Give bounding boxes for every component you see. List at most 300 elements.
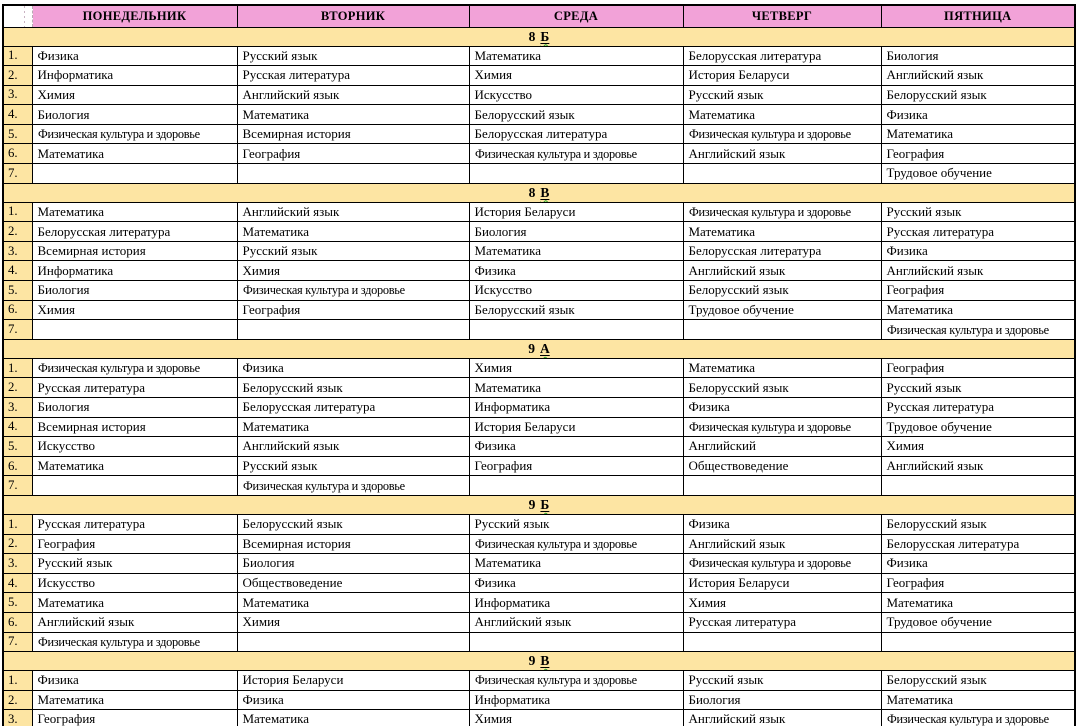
subject-text: Биология bbox=[886, 47, 939, 63]
lesson-row bbox=[3, 124, 1075, 144]
subject-cell bbox=[237, 593, 469, 613]
subject-text: Физическая культура и здоровье bbox=[242, 477, 405, 493]
lesson-row bbox=[3, 632, 1075, 652]
subject-cell bbox=[32, 261, 237, 281]
subject-cell bbox=[683, 241, 881, 261]
lesson-number: 1. bbox=[3, 46, 32, 66]
class-label bbox=[529, 185, 550, 200]
lesson-number: 3. bbox=[3, 398, 32, 418]
subject-cell bbox=[683, 710, 881, 726]
subject-cell bbox=[237, 476, 469, 496]
subject-cell bbox=[881, 417, 1075, 437]
subject-text: Английский язык bbox=[242, 203, 340, 219]
class-label bbox=[528, 341, 550, 356]
subject-text: Английский язык bbox=[886, 262, 984, 278]
subject-cell bbox=[237, 378, 469, 398]
subject-cell bbox=[683, 222, 881, 242]
subject-cell bbox=[32, 554, 237, 574]
subject-cell bbox=[683, 514, 881, 534]
subject-text: Трудовое обучение bbox=[886, 418, 992, 434]
subject-cell bbox=[881, 202, 1075, 222]
class-band-row bbox=[3, 339, 1075, 358]
subject-text: Трудовое обучение bbox=[886, 614, 992, 630]
subject-cell bbox=[469, 46, 683, 66]
subject-cell bbox=[237, 222, 469, 242]
subject-cell bbox=[683, 124, 881, 144]
subject-cell bbox=[237, 710, 469, 726]
class-letter: А bbox=[540, 340, 550, 356]
class-grade: 9 bbox=[528, 653, 536, 669]
subject-cell bbox=[237, 124, 469, 144]
subject-text: Физика bbox=[688, 399, 730, 415]
subject-text: Химия bbox=[37, 301, 76, 317]
subject-text: Белорусский язык bbox=[886, 516, 987, 532]
lesson-number: 2. bbox=[3, 222, 32, 242]
subject-text: Информатика bbox=[474, 594, 551, 610]
subject-text: Английский язык bbox=[688, 535, 786, 551]
subject-cell bbox=[32, 85, 237, 105]
subject-cell bbox=[683, 554, 881, 574]
subject-cell bbox=[237, 554, 469, 574]
subject-cell bbox=[32, 144, 237, 164]
subject-text: История Беларуси bbox=[242, 672, 344, 688]
subject-text: Русская литература bbox=[688, 614, 796, 630]
subject-text: Биология bbox=[688, 692, 741, 708]
subject-cell bbox=[237, 202, 469, 222]
subject-text: Искусство bbox=[37, 438, 96, 454]
subject-text: Математика bbox=[37, 203, 105, 219]
subject-text: География bbox=[242, 145, 301, 161]
subject-text: История Беларуси bbox=[688, 67, 790, 83]
subject-cell bbox=[469, 320, 683, 340]
subject-text: Математика bbox=[37, 594, 105, 610]
lesson-number: 3. bbox=[3, 241, 32, 261]
lesson-number: 6. bbox=[3, 300, 32, 320]
subject-text: Химия bbox=[688, 594, 727, 610]
lesson-row bbox=[3, 593, 1075, 613]
subject-cell bbox=[237, 66, 469, 86]
lesson-number: 1. bbox=[3, 514, 32, 534]
lesson-row bbox=[3, 612, 1075, 632]
subject-cell bbox=[683, 46, 881, 66]
subject-text: Трудовое обучение bbox=[886, 165, 992, 181]
subject-cell bbox=[881, 456, 1075, 476]
subject-cell bbox=[683, 671, 881, 691]
subject-cell bbox=[32, 202, 237, 222]
subject-text: Физика bbox=[688, 516, 730, 532]
subject-cell bbox=[469, 66, 683, 86]
class-label bbox=[529, 497, 550, 512]
subject-cell bbox=[881, 534, 1075, 554]
subject-text: Физика bbox=[886, 243, 928, 259]
subject-text: Русская литература bbox=[37, 379, 145, 395]
subject-text: Математика bbox=[688, 223, 756, 239]
subject-text: Русский язык bbox=[242, 47, 318, 63]
lesson-row bbox=[3, 164, 1075, 184]
subject-cell bbox=[683, 378, 881, 398]
lesson-row bbox=[3, 476, 1075, 496]
lesson-number: 5. bbox=[3, 281, 32, 301]
subject-text: Всемирная история bbox=[37, 243, 146, 259]
subject-text: Физика bbox=[474, 262, 516, 278]
lesson-number: 6. bbox=[3, 612, 32, 632]
subject-cell bbox=[881, 632, 1075, 652]
subject-text: Математика bbox=[242, 711, 310, 726]
subject-text: Математика bbox=[242, 106, 310, 122]
subject-text: Химия bbox=[242, 614, 281, 630]
subject-text: Математика bbox=[37, 145, 105, 161]
lesson-number: 5. bbox=[3, 124, 32, 144]
class-band-cell bbox=[3, 27, 1075, 46]
subject-text: Русская литература bbox=[37, 516, 145, 532]
subject-text: Всемирная история bbox=[242, 126, 351, 142]
class-grade: 8 bbox=[528, 28, 536, 44]
subject-cell bbox=[32, 46, 237, 66]
subject-text: Информатика bbox=[474, 399, 551, 415]
subject-text: География bbox=[886, 575, 945, 591]
subject-cell bbox=[32, 358, 237, 378]
subject-cell bbox=[469, 690, 683, 710]
class-grade: 8 bbox=[528, 184, 536, 200]
subject-cell bbox=[469, 261, 683, 281]
subject-cell bbox=[469, 124, 683, 144]
subject-cell bbox=[32, 593, 237, 613]
subject-cell bbox=[881, 144, 1075, 164]
lesson-row bbox=[3, 378, 1075, 398]
lesson-number: 6. bbox=[3, 144, 32, 164]
lesson-row bbox=[3, 66, 1075, 86]
subject-text: Химия bbox=[474, 711, 513, 726]
class-letter-underline bbox=[540, 497, 549, 512]
subject-cell bbox=[237, 534, 469, 554]
subject-cell bbox=[881, 398, 1075, 418]
subject-cell bbox=[237, 437, 469, 457]
subject-text: Белорусский язык bbox=[886, 672, 987, 688]
subject-text: География bbox=[37, 711, 96, 726]
lesson-row bbox=[3, 358, 1075, 378]
subject-text: Русская литература bbox=[886, 223, 994, 239]
subject-cell bbox=[237, 573, 469, 593]
lesson-number: 7. bbox=[3, 476, 32, 496]
day-header-row bbox=[3, 5, 1075, 27]
subject-text: Математика bbox=[688, 106, 756, 122]
class-letter-underline bbox=[540, 653, 549, 668]
lesson-number: 2. bbox=[3, 66, 32, 86]
subject-text: Физика bbox=[242, 692, 284, 708]
subject-text: Физика bbox=[242, 360, 284, 376]
lesson-row bbox=[3, 222, 1075, 242]
subject-cell bbox=[683, 320, 881, 340]
subject-cell bbox=[469, 144, 683, 164]
subject-cell bbox=[881, 222, 1075, 242]
subject-cell bbox=[881, 46, 1075, 66]
subject-text: Английский язык bbox=[886, 67, 984, 83]
subject-cell bbox=[469, 593, 683, 613]
subject-cell bbox=[237, 612, 469, 632]
lesson-number: 3. bbox=[3, 554, 32, 574]
subject-text: Искусство bbox=[37, 575, 96, 591]
lesson-number: 2. bbox=[3, 690, 32, 710]
subject-cell bbox=[881, 85, 1075, 105]
day-header: ПОНЕДЕЛЬНИК bbox=[32, 5, 237, 27]
subject-cell bbox=[881, 671, 1075, 691]
subject-text: Английский язык bbox=[37, 614, 135, 630]
subject-cell bbox=[881, 690, 1075, 710]
subject-cell bbox=[32, 456, 237, 476]
class-label bbox=[529, 653, 550, 668]
subject-cell bbox=[683, 281, 881, 301]
subject-cell bbox=[237, 144, 469, 164]
subject-text: Русский язык bbox=[886, 379, 962, 395]
subject-cell bbox=[32, 534, 237, 554]
subject-text: Математика bbox=[37, 458, 105, 474]
subject-text: Белорусский язык bbox=[688, 282, 789, 298]
class-letter-underline bbox=[540, 185, 549, 200]
subject-cell bbox=[881, 320, 1075, 340]
subject-text: Биология bbox=[37, 399, 90, 415]
lesson-number: 1. bbox=[3, 358, 32, 378]
subject-cell bbox=[683, 300, 881, 320]
subject-text: Обществоведение bbox=[242, 575, 343, 591]
subject-text: Всемирная история bbox=[37, 418, 146, 434]
lesson-number: 7. bbox=[3, 632, 32, 652]
lesson-row bbox=[3, 241, 1075, 261]
subject-cell bbox=[469, 300, 683, 320]
subject-text: Всемирная история bbox=[242, 535, 351, 551]
subject-text: Белорусская литература bbox=[242, 399, 376, 415]
lesson-number: 3. bbox=[3, 85, 32, 105]
day-header: ПЯТНИЦА bbox=[881, 5, 1075, 27]
subject-text: Русский язык bbox=[886, 203, 962, 219]
subject-cell bbox=[469, 105, 683, 125]
subject-cell bbox=[237, 281, 469, 301]
subject-text: Русский язык bbox=[474, 516, 550, 532]
lesson-number: 4. bbox=[3, 573, 32, 593]
subject-text: Английский язык bbox=[474, 614, 572, 630]
day-header: ЧЕТВЕРГ bbox=[683, 5, 881, 27]
subject-cell bbox=[32, 437, 237, 457]
subject-text: Английский язык bbox=[688, 145, 786, 161]
subject-text: История Беларуси bbox=[474, 203, 576, 219]
class-label bbox=[529, 29, 550, 44]
subject-cell bbox=[32, 124, 237, 144]
subject-cell bbox=[237, 320, 469, 340]
subject-cell bbox=[683, 690, 881, 710]
subject-cell bbox=[881, 476, 1075, 496]
subject-text: География bbox=[886, 282, 945, 298]
subject-cell bbox=[683, 144, 881, 164]
lesson-number: 4. bbox=[3, 417, 32, 437]
lesson-number: 5. bbox=[3, 437, 32, 457]
class-band-cell bbox=[3, 339, 1075, 358]
subject-cell bbox=[237, 105, 469, 125]
subject-cell bbox=[32, 690, 237, 710]
subject-cell bbox=[469, 632, 683, 652]
subject-cell bbox=[32, 241, 237, 261]
lesson-row bbox=[3, 534, 1075, 554]
subject-text: Белорусская литература bbox=[37, 223, 171, 239]
subject-cell bbox=[881, 710, 1075, 726]
subject-cell bbox=[881, 514, 1075, 534]
subject-cell bbox=[683, 417, 881, 437]
subject-cell bbox=[469, 456, 683, 476]
subject-text: Химия bbox=[474, 67, 513, 83]
subject-cell bbox=[32, 281, 237, 301]
subject-cell bbox=[683, 593, 881, 613]
subject-text: Математика bbox=[37, 692, 105, 708]
subject-cell bbox=[237, 690, 469, 710]
lesson-number: 5. bbox=[3, 593, 32, 613]
subject-cell bbox=[469, 710, 683, 726]
subject-cell bbox=[469, 534, 683, 554]
subject-cell bbox=[683, 476, 881, 496]
subject-text: Математика bbox=[474, 379, 542, 395]
subject-text: Искусство bbox=[474, 282, 533, 298]
subject-text: Химия bbox=[474, 360, 513, 376]
subject-text: Математика bbox=[886, 594, 954, 610]
subject-text: Химия bbox=[37, 86, 76, 102]
subject-text: Физическая культура и здоровье bbox=[474, 535, 637, 551]
subject-cell bbox=[469, 85, 683, 105]
subject-text: Белорусский язык bbox=[474, 106, 575, 122]
subject-text: Обществоведение bbox=[688, 458, 789, 474]
lesson-number: 6. bbox=[3, 456, 32, 476]
subject-text: География bbox=[886, 145, 945, 161]
lesson-number: 7. bbox=[3, 164, 32, 184]
subject-text: Английский bbox=[688, 438, 756, 454]
subject-text: География bbox=[886, 360, 945, 376]
lesson-number: 7. bbox=[3, 320, 32, 340]
subject-cell bbox=[683, 105, 881, 125]
subject-cell bbox=[469, 573, 683, 593]
subject-cell bbox=[32, 573, 237, 593]
subject-cell bbox=[32, 671, 237, 691]
subject-cell bbox=[469, 398, 683, 418]
subject-cell bbox=[32, 300, 237, 320]
lesson-number: 1. bbox=[3, 671, 32, 691]
subject-cell bbox=[683, 456, 881, 476]
subject-cell bbox=[237, 164, 469, 184]
subject-cell bbox=[469, 281, 683, 301]
corner-cell bbox=[3, 5, 32, 27]
lesson-row bbox=[3, 281, 1075, 301]
class-letter-underline bbox=[540, 29, 549, 44]
subject-cell bbox=[237, 514, 469, 534]
lesson-row bbox=[3, 417, 1075, 437]
subject-cell bbox=[469, 222, 683, 242]
subject-text: Математика bbox=[242, 418, 310, 434]
lesson-row bbox=[3, 46, 1075, 66]
subject-cell bbox=[32, 320, 237, 340]
subject-text: Белорусская литература bbox=[688, 243, 822, 259]
subject-cell bbox=[469, 612, 683, 632]
subject-cell bbox=[469, 358, 683, 378]
subject-text: Физика bbox=[474, 438, 516, 454]
subject-text: Белорусский язык bbox=[688, 379, 789, 395]
subject-cell bbox=[32, 514, 237, 534]
subject-cell bbox=[469, 476, 683, 496]
subject-cell bbox=[881, 124, 1075, 144]
subject-cell bbox=[237, 417, 469, 437]
lesson-row bbox=[3, 456, 1075, 476]
subject-cell bbox=[683, 85, 881, 105]
subject-text: Математика bbox=[474, 47, 542, 63]
subject-cell bbox=[881, 573, 1075, 593]
subject-cell bbox=[881, 241, 1075, 261]
subject-text: Английский язык bbox=[886, 458, 984, 474]
subject-cell bbox=[683, 202, 881, 222]
subject-cell bbox=[32, 105, 237, 125]
subject-cell bbox=[683, 612, 881, 632]
lesson-number: 2. bbox=[3, 378, 32, 398]
subject-cell bbox=[237, 241, 469, 261]
subject-text: Химия bbox=[242, 262, 281, 278]
subject-cell bbox=[469, 164, 683, 184]
subject-cell bbox=[237, 632, 469, 652]
subject-text: Физическая культура и здоровье bbox=[37, 126, 200, 142]
subject-text: Белорусская литература bbox=[688, 47, 822, 63]
class-letter: Б bbox=[540, 496, 550, 512]
class-grade: 9 bbox=[528, 496, 536, 512]
subject-text: Математика bbox=[242, 594, 310, 610]
subject-cell bbox=[237, 85, 469, 105]
subject-cell bbox=[683, 573, 881, 593]
subject-cell bbox=[237, 671, 469, 691]
subject-text: Белорусский язык bbox=[474, 301, 575, 317]
subject-cell bbox=[881, 300, 1075, 320]
subject-text: Физика bbox=[886, 555, 928, 571]
class-band-row bbox=[3, 27, 1075, 46]
subject-cell bbox=[683, 437, 881, 457]
class-band-cell bbox=[3, 183, 1075, 202]
lesson-row bbox=[3, 300, 1075, 320]
subject-text: Химия bbox=[886, 438, 925, 454]
subject-text: Английский язык bbox=[688, 711, 786, 726]
lesson-number: 2. bbox=[3, 534, 32, 554]
subject-cell bbox=[32, 612, 237, 632]
subject-text: Русский язык bbox=[242, 458, 318, 474]
subject-cell bbox=[237, 46, 469, 66]
subject-cell bbox=[881, 358, 1075, 378]
subject-text: Физическая культура и здоровье bbox=[474, 145, 637, 161]
class-letter: В bbox=[540, 184, 550, 200]
class-band-row bbox=[3, 652, 1075, 671]
subject-text: Физика bbox=[37, 47, 79, 63]
class-letter-underline bbox=[540, 341, 550, 356]
day-header: ВТОРНИК bbox=[237, 5, 469, 27]
subject-text: Биология bbox=[37, 106, 90, 122]
subject-text: Математика bbox=[688, 360, 756, 376]
subject-cell bbox=[32, 710, 237, 726]
subject-text: География bbox=[37, 535, 96, 551]
subject-text: Биология bbox=[474, 223, 527, 239]
subject-text: Математика bbox=[886, 126, 954, 142]
subject-cell bbox=[469, 417, 683, 437]
subject-text: Английский язык bbox=[242, 438, 340, 454]
subject-text: Физическая культура и здоровье bbox=[37, 633, 200, 649]
subject-text: Английский язык bbox=[688, 262, 786, 278]
subject-cell bbox=[469, 437, 683, 457]
subject-cell bbox=[683, 261, 881, 281]
subject-cell bbox=[469, 554, 683, 574]
subject-text: Математика bbox=[474, 243, 542, 259]
subject-text: Физическая культура и здоровье bbox=[37, 360, 200, 376]
subject-cell bbox=[881, 105, 1075, 125]
subject-cell bbox=[881, 66, 1075, 86]
lesson-row bbox=[3, 105, 1075, 125]
lesson-row bbox=[3, 710, 1075, 726]
subject-cell bbox=[469, 514, 683, 534]
